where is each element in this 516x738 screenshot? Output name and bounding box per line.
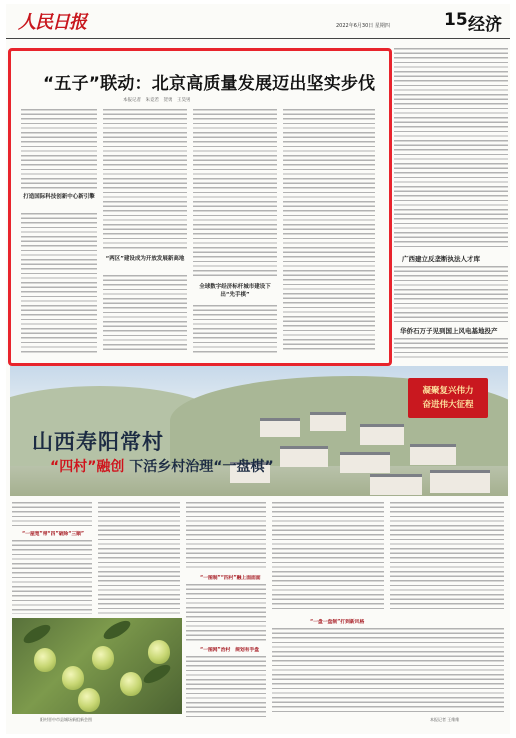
subhead: “一图网”治村 规划有手盘 [200,648,260,653]
pear-shape [148,640,170,664]
campaign-badge [408,378,488,418]
body-text-block [272,628,504,714]
subhead: “两区”建设成为开放发展新高地 [105,256,185,262]
body-text-block [21,109,97,189]
dateline: 2022年6月30日 星期四 [336,23,390,29]
feature-subtitle [50,456,274,476]
body-text-block [193,305,277,353]
pear-orchard-photo [12,618,182,714]
article-title: “五子”联动：北京高质量发展迈出坚实步伐 [43,74,376,94]
village-house [260,418,300,437]
badge-line: 奋进伟大征程 [422,400,474,410]
village-banner-photo [10,366,508,496]
leaf-shape [101,618,133,643]
body-text-block [394,338,508,360]
pear-shape [92,646,114,670]
feature-subtitle-left: “四村”融创 [50,459,125,475]
subhead: 打造国际科技创新中心新引擎 [23,194,95,200]
section-name: 经济 [468,15,502,35]
page-number: 15 [444,10,468,30]
right-column [394,44,508,362]
village-house [360,424,404,445]
village-house [410,444,456,465]
village-house [310,412,346,431]
subhead: “一盘一盘制”打到新风格 [310,620,365,625]
village-house [280,446,328,467]
body-text-block [186,584,266,642]
main-article[interactable] [8,48,392,366]
feature-subtitle-right: 下活乡村治理“一盘棋” [129,459,274,475]
body-text-block [186,656,266,720]
leaf-shape [21,621,53,646]
badge-line: 凝聚复兴伟力 [422,386,474,396]
body-text-block [12,540,92,614]
subhead: 全球数字经济标杆城市建设下出“先手棋” [199,284,271,298]
body-text-block [103,109,187,251]
subhead: “一图制”“四村”融上面面面 [200,576,261,581]
body-text-block [390,502,504,612]
newspaper-page [6,4,510,734]
feature-title: 山西寿阳常村 [32,430,164,454]
body-text-block [283,109,375,353]
village-house [430,470,490,493]
body-text-block [12,502,92,526]
body-text-block [103,275,187,353]
pear-shape [34,648,56,672]
body-text-block [186,502,266,570]
photo-caption: 阳村晋中市县城场新组新会图 [40,717,92,722]
pear-shape [62,666,84,690]
pear-shape [78,688,100,712]
village-house [370,474,422,495]
body-text-block [98,502,180,614]
feature-article [10,500,508,730]
body-text-block [394,266,508,322]
newspaper-logo: 人民日报 [18,12,86,33]
pear-shape [120,672,142,696]
subhead: “一屋宽”带“四”破除“三顺” [22,532,85,537]
leaf-shape [141,661,173,686]
body-text-block [394,48,508,248]
village-house [340,452,390,473]
body-text-block [21,213,97,353]
body-text-block [272,502,384,612]
body-text-block [193,109,277,279]
article-byline: 本报记者 朱竞若 贺勇 王昊男 [123,98,191,103]
side-article-title[interactable]: 广西建立反垄断执法人才库 [402,255,480,263]
masthead [6,4,510,39]
side-article-title[interactable]: 华侨石万子见到国上风电基地投产 [400,327,498,335]
author-credit: 本报记者 王维维 [430,717,460,722]
